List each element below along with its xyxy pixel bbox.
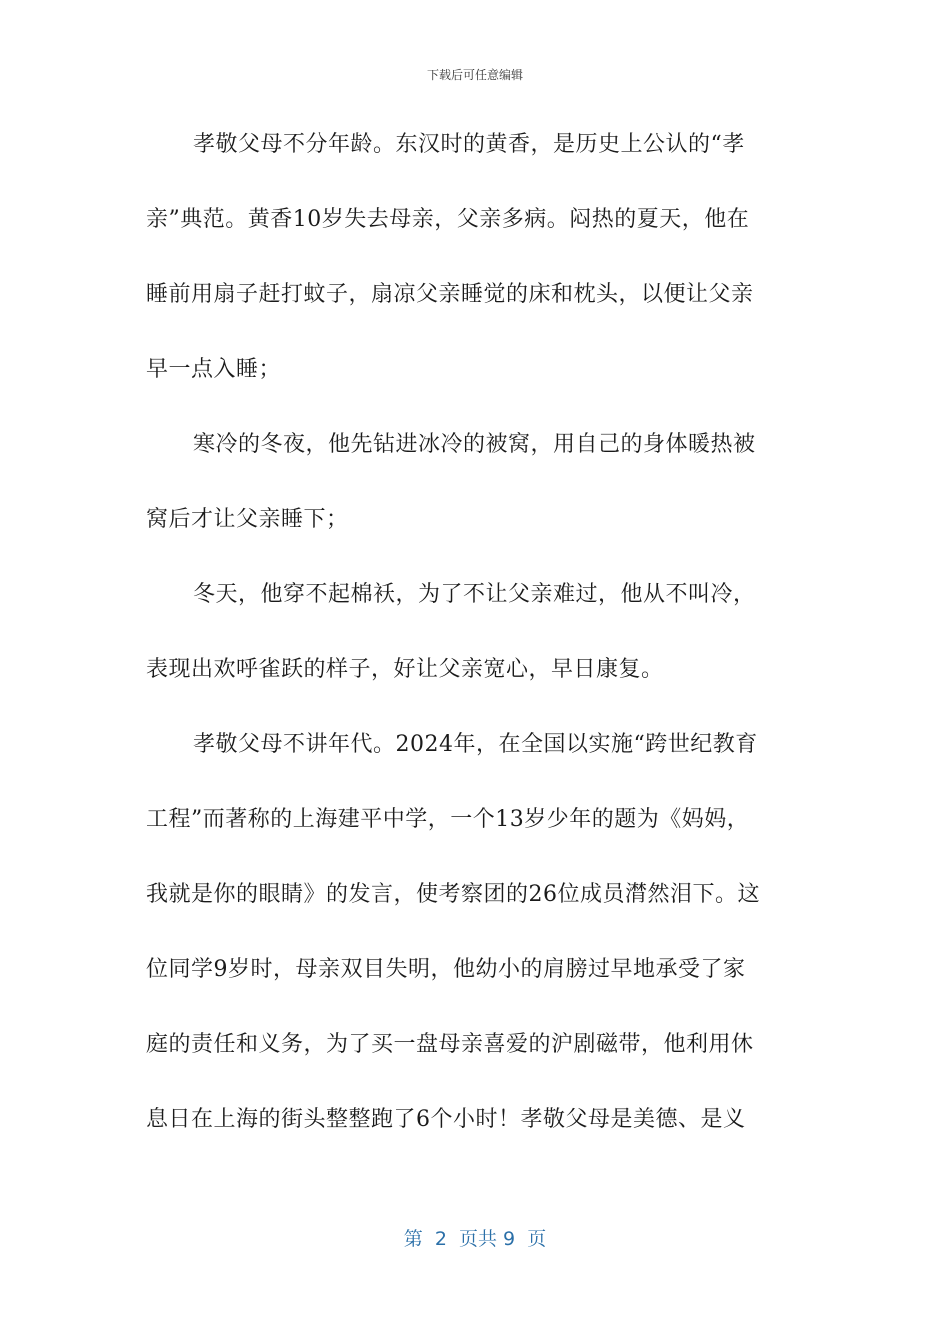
paragraph-2-line-2: 窝后才让父亲睡下； [146,507,349,532]
paragraph-3-line-1: 冬天，他穿不起棉袄，为了不让父亲难过，他从不叫冷， [193,582,756,607]
paragraph-4-line-2: 工程”而著称的上海建平中学，一个13岁少年的题为《妈妈， [146,807,750,832]
page-number-footer: 第 2 页共 9 页 [403,1228,547,1250]
paragraph-4-line-3: 我就是你的眼睛》的发言，使考察团的26位成员潸然泪下。这 [146,882,760,907]
document-body [146,121,804,1171]
paragraph-4-line-1: 孝敬父母不讲年代。2024年，在全国以实施“跨世纪教育 [193,732,758,757]
paragraph-4-line-4: 位同学9岁时，母亲双目失明，他幼小的肩膀过早地承受了家 [146,957,746,982]
paragraph-1-line-4: 早一点入睡； [146,357,282,382]
paragraph-2-line-1: 寒冷的冬夜，他先钻进冰冷的被窝，用自己的身体暖热被 [193,432,756,457]
paragraph-4-line-5: 庭的责任和义务，为了买一盘母亲喜爱的沪剧磁带，他利用休 [146,1032,754,1057]
paragraph-1-line-3: 睡前用扇子赶打蚊子，扇凉父亲睡觉的床和枕头，以便让父亲 [146,282,754,307]
paragraph-3-line-2: 表现出欢呼雀跃的样子，好让父亲宽心，早日康复。 [146,657,664,682]
paragraph-1-line-1: 孝敬父母不分年龄。东汉时的黄香，是历史上公认的“孝 [193,132,745,157]
paragraph-1-line-2: 亲”典范。黄香10岁失去母亲，父亲多病。闷热的夏天，他在 [146,207,750,232]
page-header: 下载后可任意编辑 [426,68,523,82]
paragraph-4-line-6: 息日在上海的街头整整跑了6个小时！孝敬父母是美德、是义 [146,1107,746,1132]
